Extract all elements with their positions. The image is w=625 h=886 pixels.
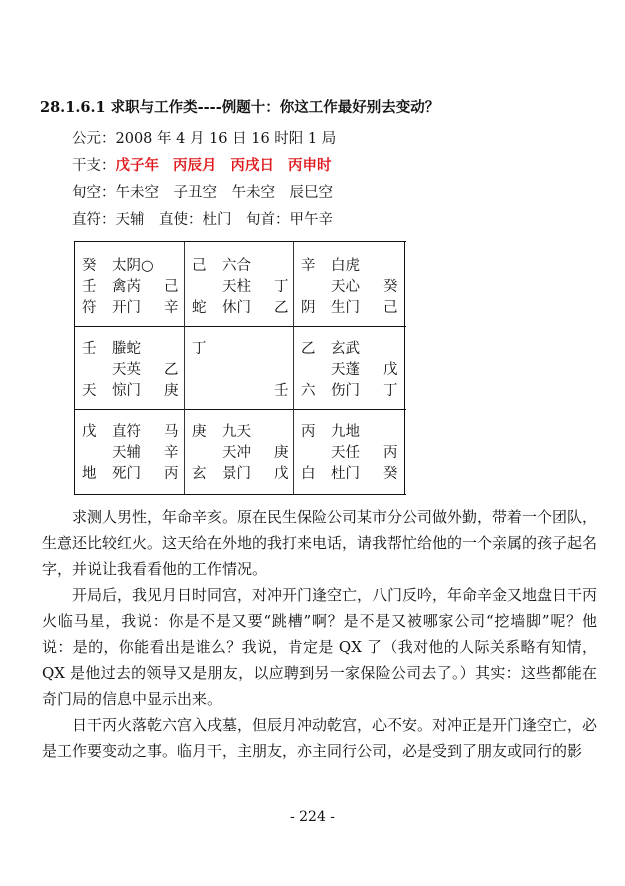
- palace-glyph: 丙: [164, 466, 179, 482]
- palace-line: [76, 464, 184, 485]
- palace-line: [76, 381, 184, 402]
- palace-line: [76, 277, 184, 298]
- board-divider: [74, 326, 406, 327]
- palace-line: [295, 339, 403, 360]
- palace-glyph: 天心: [331, 279, 360, 295]
- palace-line: [186, 298, 294, 319]
- section-heading: 28.1.6.1 求职与工作类----例题十：你这工作最好别去变动？: [40, 99, 440, 116]
- palace-glyph: 杜门: [331, 466, 360, 482]
- palace-glyph: 戊: [383, 362, 398, 378]
- palace-glyph: 戊: [82, 424, 97, 440]
- palace-glyph: 天英: [112, 362, 141, 378]
- palace-glyph: 景门: [222, 466, 251, 482]
- board-border: [404, 242, 405, 494]
- palace-line: [76, 339, 184, 360]
- palace-glyph: 休门: [222, 300, 251, 316]
- palace-glyph: 丙: [301, 424, 316, 440]
- palace-glyph: 玄: [192, 466, 207, 482]
- palace-line: [186, 443, 294, 464]
- palace-glyph: 白: [301, 466, 316, 482]
- palace-glyph: 辛: [164, 445, 179, 461]
- palace-glyph: 庚: [274, 445, 289, 461]
- ganzhi-month: 丙辰月: [173, 157, 217, 174]
- palace-line: [295, 277, 403, 298]
- palace-line: [186, 381, 294, 402]
- palace-glyph: 玄武: [331, 341, 360, 357]
- palace-glyph: 庚: [192, 424, 207, 440]
- board-border: [74, 242, 75, 494]
- palace-line: [295, 464, 403, 485]
- palace-line: [295, 298, 403, 319]
- palace-glyph: 天: [82, 383, 97, 399]
- palace-glyph: 癸: [383, 466, 398, 482]
- palace-glyph: 丁: [192, 341, 207, 357]
- palace-glyph: 符: [82, 300, 97, 316]
- palace-glyph: 地: [82, 466, 97, 482]
- info-xunkong: 旬空：午未空 子丑空 午未空 辰巳空: [72, 185, 333, 201]
- palace-glyph: 天冲: [222, 445, 251, 461]
- palace-line: [186, 277, 294, 298]
- palace-line: [295, 422, 403, 443]
- palace-line: [186, 360, 294, 381]
- info-gongyuan: 公元：2008 年 4 月 16 日 16 时阳 1 局: [72, 131, 337, 147]
- ganzhi-label: 干支：: [72, 158, 116, 174]
- palace-glyph: 壬: [274, 383, 289, 399]
- palace-glyph: 癸: [82, 258, 97, 274]
- palace-glyph: 阴: [301, 300, 316, 316]
- palace-line: [76, 422, 184, 443]
- board-divider: [74, 409, 406, 410]
- palace-glyph: 己: [164, 279, 179, 295]
- palace-line: [295, 360, 403, 381]
- info-zhifu: 直符：天辅 直使：杜门 旬首：甲午辛: [72, 212, 333, 228]
- palace-glyph: 六合: [222, 258, 251, 274]
- palace-glyph: 壬: [82, 279, 97, 295]
- palace-glyph: 天任: [331, 445, 360, 461]
- palace-glyph: 丁: [274, 279, 289, 295]
- palace-line: [186, 339, 294, 360]
- palace-glyph: 己: [192, 258, 207, 274]
- palace-glyph: 死门: [112, 466, 141, 482]
- palace-line: [295, 381, 403, 402]
- palace-cell: [186, 256, 294, 319]
- palace-glyph: 壬: [82, 341, 97, 357]
- palace-glyph: 天辅: [112, 445, 141, 461]
- palace-glyph: 辛: [164, 300, 179, 316]
- palace-glyph: 九地: [331, 424, 360, 440]
- palace-glyph: 乙: [301, 341, 316, 357]
- palace-cell: [186, 339, 294, 402]
- palace-cell: [76, 422, 184, 485]
- ganzhi-year: 戊子年: [115, 157, 159, 174]
- body-text: [42, 504, 597, 764]
- palace-glyph: 蛇: [192, 300, 207, 316]
- palace-glyph: 开门: [112, 300, 141, 316]
- palace-glyph: 天柱: [222, 279, 251, 295]
- ganzhi-hour: 丙申时: [288, 157, 332, 174]
- palace-glyph: 禽芮: [112, 279, 141, 295]
- palace-glyph: 丙: [383, 445, 398, 461]
- palace-glyph: 伤门: [331, 383, 360, 399]
- palace-glyph: 天蓬: [331, 362, 360, 378]
- palace-cell: [76, 339, 184, 402]
- palace-glyph: 螣蛇: [112, 341, 141, 357]
- palace-glyph: 乙: [164, 362, 179, 378]
- palace-glyph: 庚: [164, 383, 179, 399]
- palace-glyph: 己: [383, 300, 398, 316]
- palace-glyph: 癸: [383, 279, 398, 295]
- palace-glyph: 太阴○: [112, 258, 154, 274]
- palace-line: [295, 256, 403, 277]
- palace-line: [186, 422, 294, 443]
- palace-cell: [295, 339, 403, 402]
- palace-cell: [295, 256, 403, 319]
- info-ganzhi: [72, 154, 332, 175]
- board-divider: [184, 242, 185, 494]
- palace-glyph: 辛: [301, 258, 316, 274]
- palace-glyph: 九天: [222, 424, 251, 440]
- palace-glyph: 生门: [331, 300, 360, 316]
- palace-glyph: 乙: [274, 300, 289, 316]
- qimen-board: [74, 241, 406, 495]
- palace-line: [76, 360, 184, 381]
- palace-glyph: 直符: [112, 424, 141, 440]
- paragraph: 开局后，我见月日时同宫，对冲开门逢空亡，八门反吟，年命辛金又地盘日干丙火临马星，我说：你是不是又要“跳槽”啊？是不是又被哪家公司“挖墙脚”呢？他说：是的，你能看出是谁么？我说，肯定是 QX 了（我对他的人际关系略有知情，QX 是他过去的领导又是朋友，以应聘到另一家保险公司去了。）其实：这些都能在奇门局的信息中显示出来。: [42, 586, 598, 708]
- palace-line: [76, 443, 184, 464]
- paragraph: 求测人男性，年命辛亥。原在民生保险公司某市分公司做外勤，带着一个团队，生意还比较红火。这天给在外地的我打来电话，请我帮忙给他的一个亲属的孩子起名字，并说让我看看他的工作情况。: [42, 508, 598, 578]
- page-number: - 224 -: [289, 809, 336, 825]
- palace-glyph: 六: [301, 383, 316, 399]
- palace-cell: [76, 256, 184, 319]
- palace-line: [295, 443, 403, 464]
- paragraph: 日干丙火落乾六宫入戌墓，但辰月冲动乾宫，心不安。对冲正是开门逢空亡，必是工作要变动之事。临月干，主朋友，亦主同行公司，必是受到了朋友或同行的影: [42, 716, 598, 760]
- palace-line: [76, 256, 184, 277]
- palace-glyph: 马: [164, 424, 179, 440]
- palace-cell: [186, 422, 294, 485]
- palace-cell: [295, 422, 403, 485]
- palace-line: [76, 298, 184, 319]
- palace-glyph: 惊门: [112, 383, 141, 399]
- ganzhi-day: 丙戌日: [230, 157, 274, 174]
- palace-glyph: 戊: [274, 466, 289, 482]
- palace-glyph: 白虎: [331, 258, 360, 274]
- palace-line: [186, 464, 294, 485]
- palace-line: [186, 256, 294, 277]
- palace-glyph: 丁: [383, 383, 398, 399]
